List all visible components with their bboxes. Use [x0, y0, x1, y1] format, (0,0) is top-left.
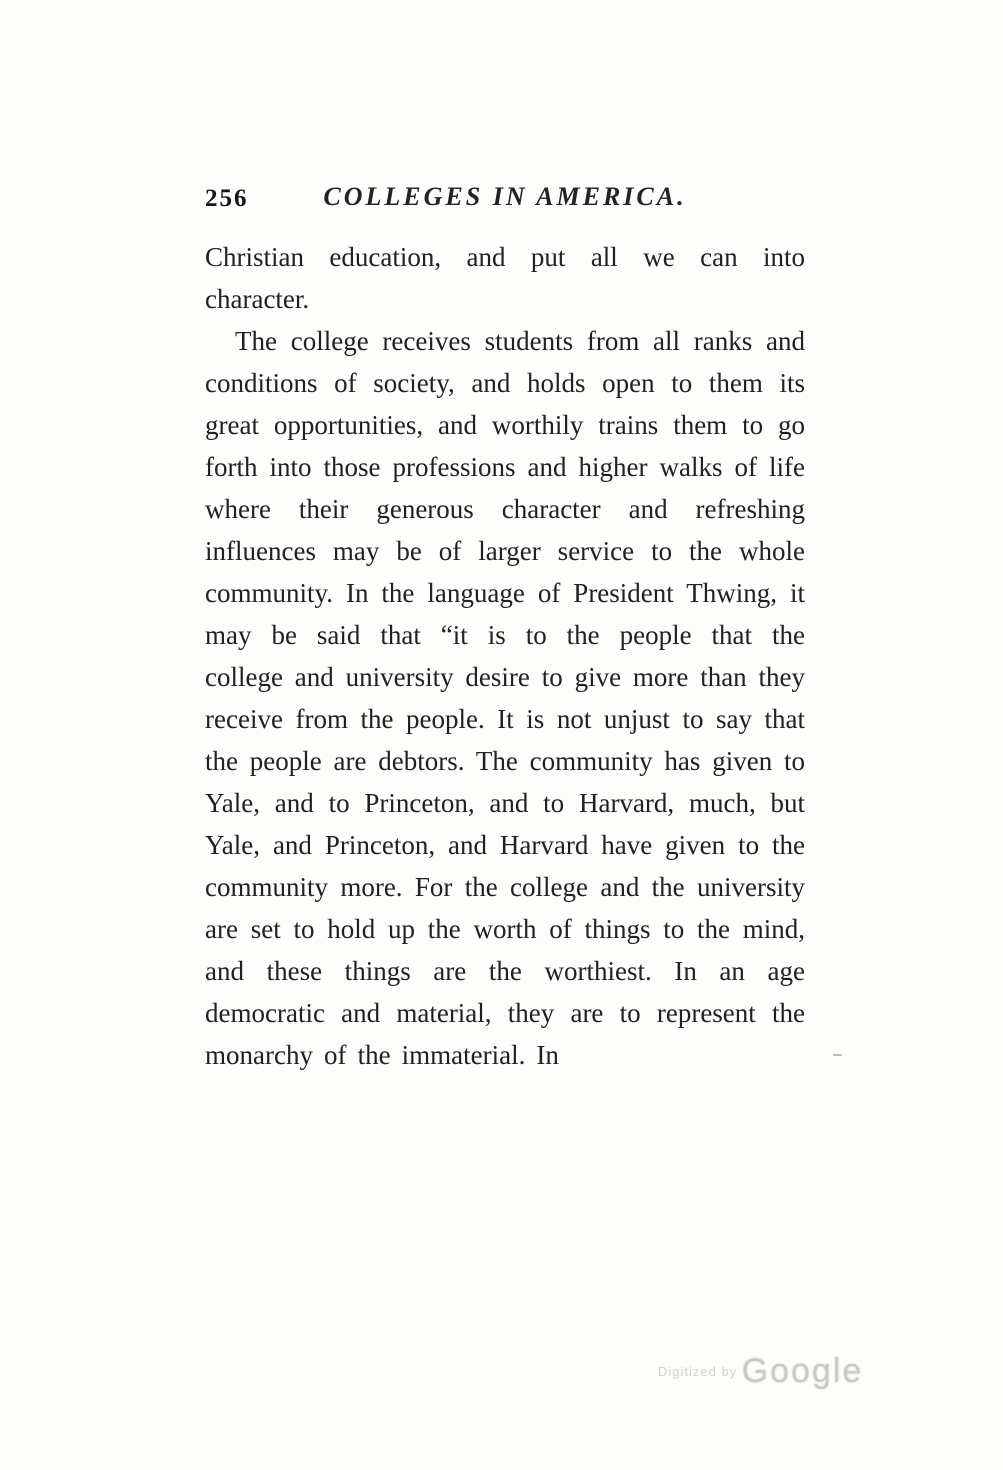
paragraph-main: The college receives students from all ranks and conditions of society, and holds open to them its great opportunities, and worthily trains them to go forth into those professions and higher walks of life where their generous character and refreshing influences may be of larger service to the whole community. In the language of President Thwing, it may be said that “it is to the people that the college and university desire to give more than they receive from the people. It is not unjust to say that the people are debtors. The community has given to Yale, and to Princeton, and to Harvard, much, but Yale, and Princeton, and Harvard have given to the community more. For the college and the university are set to hold up the worth of things to the mind, and these things are the worthiest. In an age democratic and material, they are to represent the monarchy of the immaterial. In	[205, 326, 805, 1070]
digitized-by-text: Digitized by	[658, 1364, 738, 1379]
page-number: 256	[205, 185, 249, 212]
text-block	[205, 236, 805, 1076]
scan-artifact-mark	[833, 1054, 842, 1056]
paragraph-continuation: Christian education, and put all we can into character.	[205, 242, 805, 314]
page-header	[205, 182, 805, 218]
digitized-by-google-watermark	[658, 1352, 863, 1391]
running-title: COLLEGES IN AMERICA.	[323, 182, 687, 211]
google-logo-text: Google	[741, 1352, 864, 1390]
